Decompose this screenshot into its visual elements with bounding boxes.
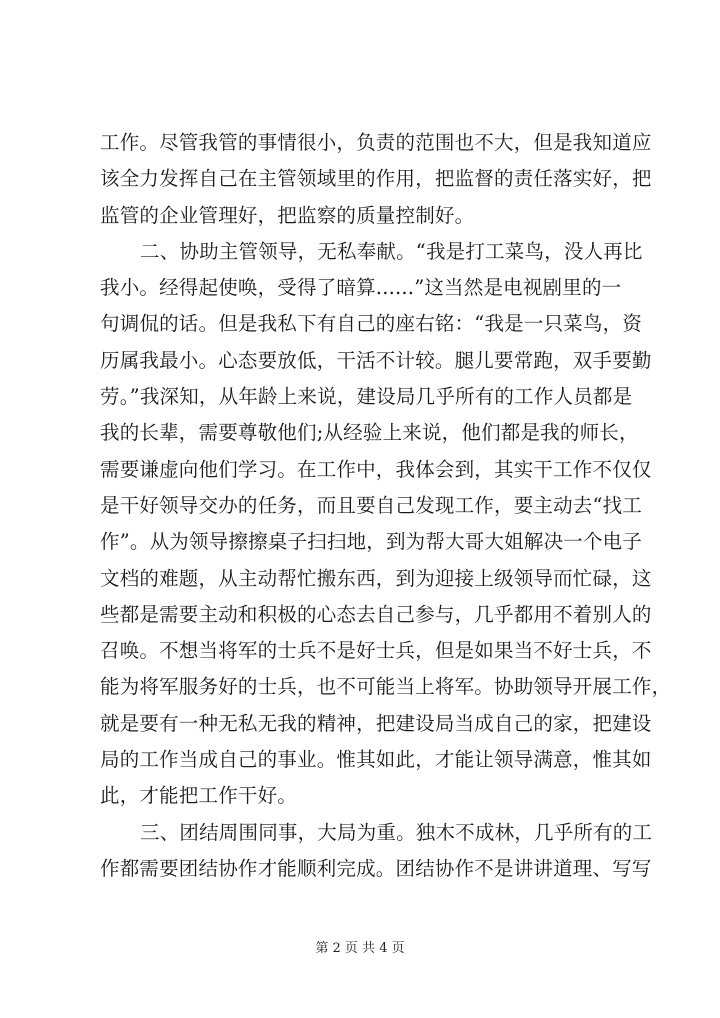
text-line: 能为将军服务好的士兵，也不可能当上将军。协助领导开展工作， (100, 675, 672, 699)
text-line: 是干好领导交办的任务，而且要自己发现工作，要主动去“找工 (100, 493, 643, 517)
text-line: 需要谦虚向他们学习。在工作中，我体会到，其实干工作不仅仅 (100, 457, 652, 481)
text-line: 句调侃的话。但是我私下有自己的座右铭：“我是一只菜鸟，资 (100, 312, 643, 336)
page-number-footer: 第 2 页 共 4 页 (315, 941, 405, 956)
text-line: 历属我最小。心态要放低，干活不计较。腿儿要常跑，双手要勤 (100, 348, 652, 372)
text-line: 些都是需要主动和积极的心态去自己参与，几乎都用不着别人的 (100, 602, 652, 626)
text-line: 该全力发挥自己在主管领域里的作用，把监督的责任落实好，把 (100, 167, 652, 191)
text-line: 我小。经得起使唤，受得了暗算......”这当然是电视剧里的一 (100, 276, 622, 300)
text-line: 召唤。不想当将军的士兵不是好士兵，但是如果当不好士兵，不 (100, 639, 652, 663)
paragraph-start-line: 三、团结周围同事，大局为重。独木不成林，几乎所有的工 (140, 820, 653, 844)
text-line: 工作。尽管我管的事情很小，负责的范围也不大，但是我知道应 (100, 131, 652, 154)
text-line: 作都需要团结协作才能顺利完成。团结协作不是讲讲道理、写写 (100, 856, 652, 880)
text-line: 劳。”我深知，从年龄上来说，建设局几乎所有的工作人员都是 (100, 385, 633, 409)
text-line: 局的工作当成自己的事业。惟其如此，才能让领导满意，惟其如 (100, 748, 652, 772)
text-line: 作”。从为领导擦擦桌子扫扫地，到为帮大哥大姐解决一个电子 (100, 530, 643, 554)
text-line: 我的长辈，需要尊敬他们;从经验上来说，他们都是我的师长， (100, 421, 639, 445)
body-text (100, 125, 672, 887)
text-line: 文档的难题，从主动帮忙搬东西，到为迎接上级领导而忙碌，这 (100, 566, 652, 590)
text-line: 此，才能把工作干好。 (100, 784, 298, 808)
text-line: 监管的企业管理好，把监察的质量控制好。 (100, 203, 475, 227)
text-line: 就是要有一种无私无我的精神，把建设局当成自己的家，把建设 (100, 711, 652, 735)
paragraph-start-line: 二、协助主管领导，无私奉献。“我是打工菜鸟，没人再比 (140, 239, 643, 263)
